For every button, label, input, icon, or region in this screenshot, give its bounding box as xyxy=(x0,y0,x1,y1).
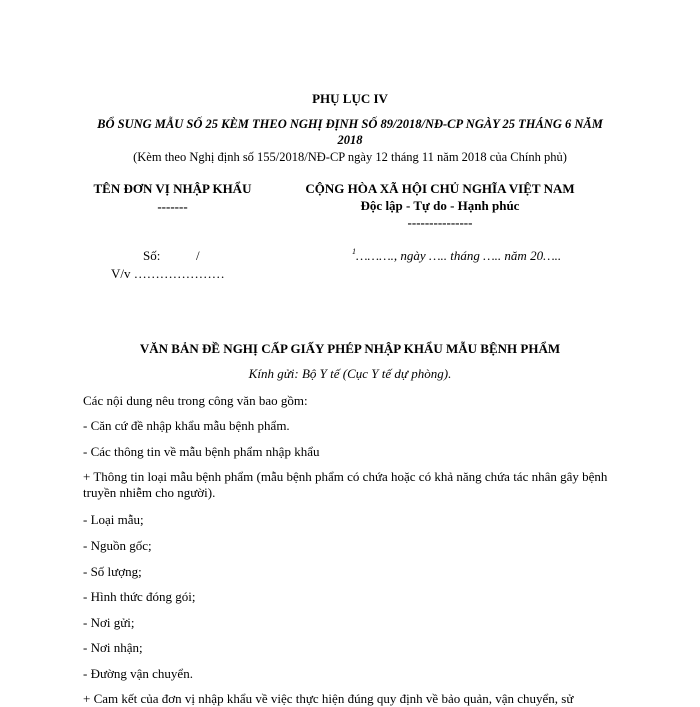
doc-title: VĂN BẢN ĐỀ NGHỊ CẤP GIẤY PHÉP NHẬP KHẨU MẪU BỆNH PHẨM xyxy=(139,341,561,356)
document-number-label: Số: xyxy=(143,248,161,263)
list-item: - Căn cứ đề nhập khẩu mẫu bệnh phẩm. xyxy=(83,418,290,433)
list-item: - Số lượng; xyxy=(83,564,142,579)
list-item: - Nơi gửi; xyxy=(83,615,135,630)
intro-paragraph: Các nội dung nêu trong công văn bao gồm: xyxy=(83,393,308,408)
motto-rule: --------------- xyxy=(407,215,473,230)
document-subtitle-line2: 2018 xyxy=(337,133,363,147)
date-footnote-marker: 1 xyxy=(352,247,356,256)
list-item: - Các thông tin về mẫu bệnh phẩm nhập khẩu xyxy=(83,444,320,459)
national-motto: Độc lập - Tự do - Hạnh phúc xyxy=(360,198,520,213)
list-item: - Đường vận chuyển. xyxy=(83,666,193,681)
list-item: - Nơi nhận; xyxy=(83,640,143,655)
appendix-title: PHỤ LỤC IV xyxy=(312,91,388,106)
document-subtitle-line1: BỔ SUNG MẪU SỐ 25 KÈM THEO NGHỊ ĐỊNH SỐ 89/2018/NĐ-CP NGÀY 25 THÁNG 6 NĂM xyxy=(97,117,603,131)
list-item: + Cam kết của đơn vị nhập khẩu về việc thực hiện đúng quy định về bảo quản, vận chuyển, sử xyxy=(83,691,574,706)
subject-line: V/v ………………… xyxy=(111,266,225,281)
addressee-line: Kính gửi: Bộ Y tế (Cục Y tế dự phòng). xyxy=(248,366,452,381)
national-title: CỘNG HÒA XÃ HỘI CHỦ NGHĨA VIỆT NAM xyxy=(305,181,575,196)
document-number-slash: / xyxy=(196,248,200,263)
date-text: ………., ngày ….. tháng ….. năm 20….. xyxy=(356,248,562,263)
date-line xyxy=(352,248,561,264)
list-item: - Loại mẫu; xyxy=(83,512,144,527)
list-item: - Hình thức đóng gói; xyxy=(83,589,196,604)
list-item: - Nguồn gốc; xyxy=(83,538,152,553)
attached-note: (Kèm theo Nghị định số 155/2018/NĐ-CP ngày 12 tháng 11 năm 2018 của Chính phủ) xyxy=(133,150,567,164)
importer-unit-name: TÊN ĐƠN VỊ NHẬP KHẨU xyxy=(93,181,252,196)
importer-unit-rule: ------- xyxy=(157,199,188,214)
list-item: + Thông tin loại mẫu bệnh phẩm (mẫu bệnh phẩm có chứa hoặc có khả năng chứa tác nhân gây bệnh truyền nhiễm cho người). xyxy=(83,469,608,501)
